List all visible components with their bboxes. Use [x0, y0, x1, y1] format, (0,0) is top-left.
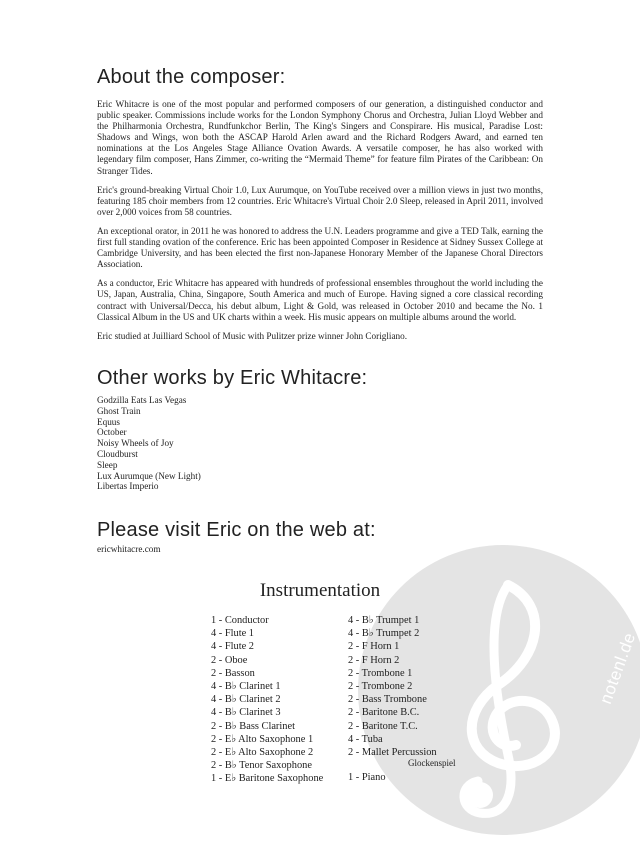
instrumentation-heading: Instrumentation — [259, 580, 381, 601]
instrument-item: 2 - F Horn 1 — [348, 641, 400, 653]
instrument-item: 4 - B♭ Clarinet 3 — [211, 707, 281, 719]
instrument-item: 4 - B♭ Clarinet 2 — [211, 694, 281, 706]
bio-paragraph: Eric's ground-breaking Virtual Choir 1.0, Lux Aurumque, on YouTube received over a million views in just two months, featuring 185 choir members from 12 countries. Eric Whitacre's Virtual Choir 2.0 Sleep, released in April 2011, involved over 2,000 voices from 58 countries. — [97, 184, 543, 217]
instrument-item: 2 - E♭ Alto Saxophone 2 — [211, 747, 314, 759]
instrument-item: 2 - Baritone B.C. — [348, 707, 420, 719]
visit-heading: Please visit Eric on the web at: — [97, 519, 376, 541]
website-link[interactable]: ericwhitacre.com — [97, 544, 161, 554]
other-works-heading: Other works by Eric Whitacre: — [97, 367, 368, 389]
work-item: Noisy Wheels of Joy — [97, 438, 174, 449]
bio-paragraph: As a conductor, Eric Whitacre has appeared with hundreds of professional ensembles throughout the world including the US, Japan, Australia, China, Singapore, South America and much of Europe. Having signed a core classical recording contract with Universal/Decca, his debut album, Light & Gold, was released in October 2010 and became the No. 1 Classical Album in the US and UK charts within a week. His music appears on multiple albums around the world. — [97, 278, 543, 322]
instrument-item: 4 - Flute 2 — [211, 641, 255, 653]
instrument-item: 2 - Baritone T.C. — [348, 720, 418, 732]
instrument-item: 2 - F Horn 2 — [348, 654, 400, 666]
work-item: Godzilla Eats Las Vegas — [97, 395, 187, 405]
work-item: Lux Aurumque (New Light) — [97, 470, 201, 481]
instrument-item: 2 - Oboe — [211, 654, 248, 666]
instrumentation-right-column — [348, 614, 456, 784]
instrument-item: 4 - B♭ Trumpet 1 — [348, 615, 420, 626]
instrument-item: 2 - Basson — [211, 667, 255, 679]
instrument-label: 2 - Mallet Percussion — [348, 747, 437, 759]
work-item: Cloudburst — [97, 448, 138, 459]
instrument-item: 2 - Trombone 2 — [348, 681, 413, 693]
instrument-item: 1 - Piano — [348, 772, 386, 784]
instrument-item: 4 - Flute 1 — [211, 628, 255, 640]
about-heading: About the composer: — [97, 66, 286, 88]
composer-bio — [97, 99, 543, 350]
work-item: Sleep — [97, 459, 118, 470]
work-item: Libertas Imperio — [97, 481, 159, 492]
other-works-list — [97, 395, 201, 492]
instrument-item: 4 - B♭ Trumpet 2 — [348, 628, 420, 640]
bio-paragraph: An exceptional orator, in 2011 he was honored to address the U.N. Leaders programme and give a TED Talk, earning the first full standing ovation of the conference. Eric has been appointed Composer in Residence at Sidney Sussex College at Cambridge University, and has been elected the first non-Japanese Honorary Member of the Japanese Choral Directors Association. — [97, 225, 543, 270]
instrument-item: 2 - E♭ Alto Saxophone 1 — [211, 733, 314, 745]
work-item: Equus — [97, 416, 120, 427]
bio-paragraph: Eric Whitacre is one of the most popular and performed composers of our generation, a distinguished conductor and public speaker. Commissions include works for the London Symphony Chorus and Orchestra, Julian Lloyd Webber and the Philharmonia Orchestra, Rundfunkchor Berlin, The King's Singers and Conspirare. His musical, Paradise Lost: Shadows and Wings, won both the ASCAP Harold Arlen award and the Richard Rodgers Award, and earned ten nominations at the Los Angeles Stage Alliance Ovation Awards. A versatile composer, he has also worked with legendary film composer, Hans Zimmer, co-writing the “Mermaid Theme” for feature film Pirates of the Caribbean: On Stranger Tides. — [97, 99, 543, 176]
instrument-item: 2 - Bass Trombone — [348, 694, 427, 706]
watermark-text: notenl.de — [596, 630, 640, 707]
instrument-item: 4 - Tuba — [348, 733, 383, 745]
instrument-subnote: Glockenspiel — [408, 758, 456, 769]
work-item: October — [97, 427, 127, 438]
bio-paragraph: Eric studied at Juilliard School of Music with Pulitzer prize winner John Corigliano. — [97, 330, 408, 341]
instrument-item: 4 - B♭ Clarinet 1 — [211, 681, 281, 693]
instrument-item: 1 - Conductor — [211, 615, 269, 626]
instrumentation-left-column — [211, 614, 323, 786]
instrument-item-mallet — [348, 746, 456, 768]
instrument-item: 2 - B♭ Tenor Saxophone — [211, 760, 312, 772]
instrument-item: 1 - E♭ Baritone Saxophone — [211, 773, 324, 785]
instrument-item: 2 - Trombone 1 — [348, 667, 413, 679]
work-item: Ghost Train — [97, 405, 141, 416]
instrument-item: 2 - B♭ Bass Clarinet — [211, 720, 295, 732]
